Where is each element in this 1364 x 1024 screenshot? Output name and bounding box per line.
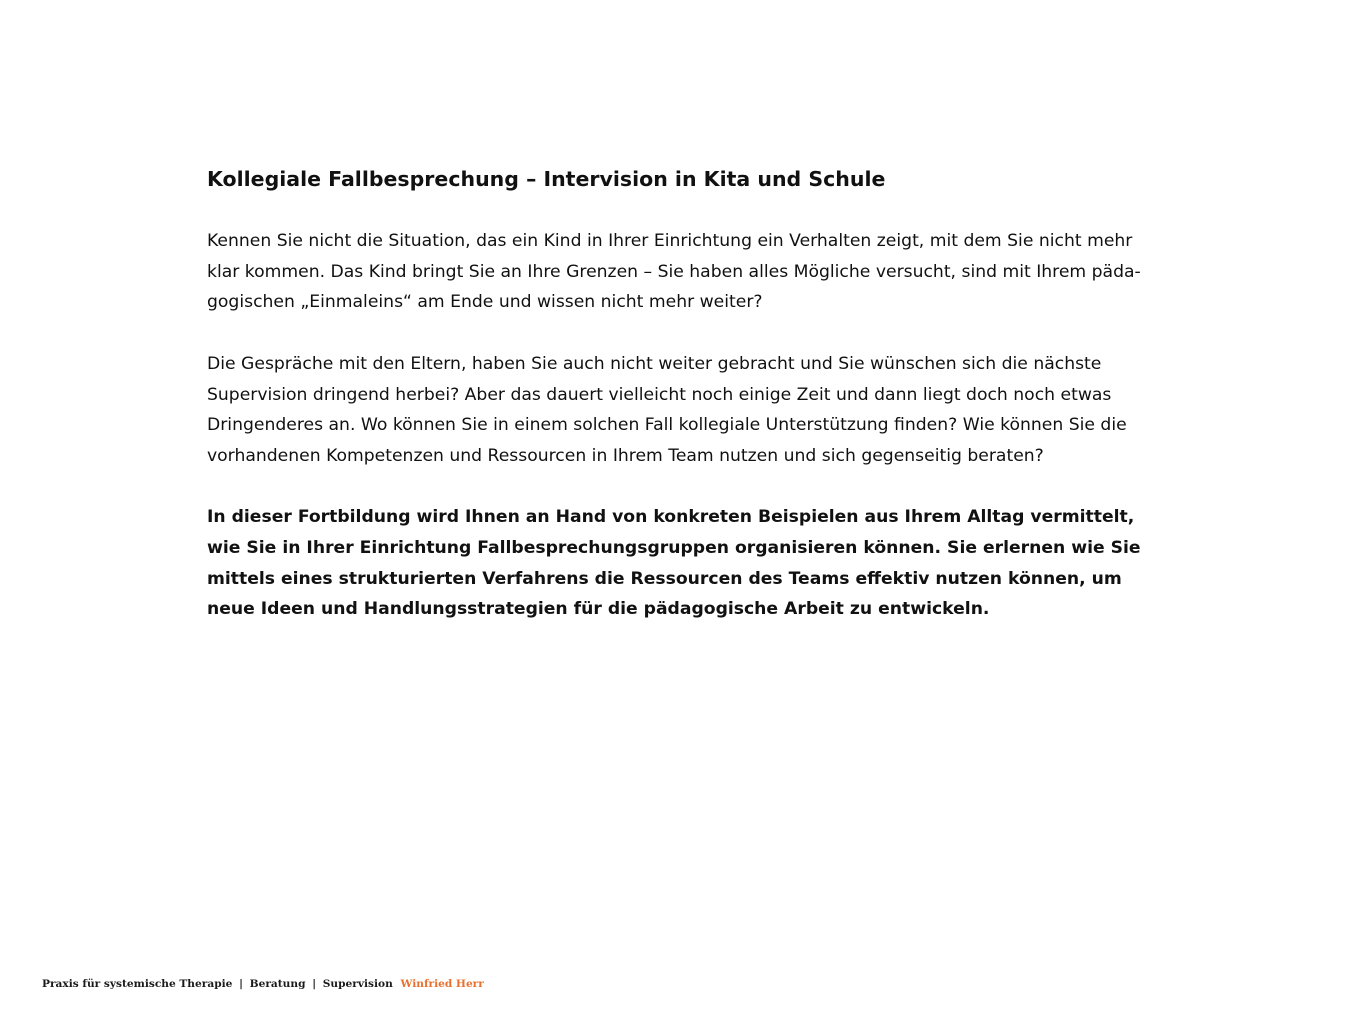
text-line: klar kommen. Das Kind bringt Sie an Ihre Grenzen – Sie haben alles Mögliche versucht, sind mit Ihrem päda- — [207, 261, 1141, 282]
intro-paragraph — [207, 226, 1167, 318]
text-line: Die Gespräche mit den Eltern, haben Sie auch nicht weiter gebracht und Sie wünschen sich die nächste — [207, 353, 1102, 374]
footer-counseling: Beratung — [249, 978, 306, 990]
problem-paragraph — [207, 349, 1167, 472]
document-content — [207, 164, 1167, 656]
text-line: Dringenderes an. Wo können Sie in einem solchen Fall kollegiale Unterstützung finden? Wie können Sie die — [207, 415, 1127, 436]
footer-separator: | — [312, 978, 317, 990]
text-line: vorhandenen Kompetenzen und Ressourcen in Ihrem Team nutzen und sich gegenseitig beraten? — [207, 445, 1044, 466]
footer-supervision: Supervision — [322, 978, 393, 990]
summary-paragraph — [207, 502, 1167, 625]
text-line: neue Ideen und Handlungsstrategien für die pädagogische Arbeit zu entwickeln. — [207, 599, 990, 620]
footer-separator: | — [239, 978, 243, 990]
text-line: mittels eines strukturierten Verfahrens die Ressourcen des Teams effektiv nutzen können, um — [207, 568, 1122, 589]
footer-practice: Praxis für systemische Therapie — [42, 978, 233, 990]
text-line: Kennen Sie nicht die Situation, das ein Kind in Ihrer Einrichtung ein Verhalten zeigt, mit dem Sie nicht mehr — [207, 231, 1133, 251]
text-line: wie Sie in Ihrer Einrichtung Fallbesprechungsgruppen organisieren können. Sie erlernen wie Sie — [207, 538, 1141, 558]
document-title: Kollegiale Fallbesprechung – Intervision in Kita und Schule — [207, 167, 886, 191]
text-line: Supervision dringend herbei? Aber das dauert vielleicht noch einige Zeit und dann liegt doch noch etwas — [207, 384, 1112, 405]
text-line: gogischen „Einmaleins“ am Ende und wissen nicht mehr weiter? — [207, 292, 763, 313]
page-footer — [42, 976, 484, 992]
footer-brand-name: Winfried Herr — [400, 978, 484, 990]
text-line: In dieser Fortbildung wird Ihnen an Hand von konkreten Beispielen aus Ihrem Alltag vermittelt, — [207, 507, 1135, 528]
